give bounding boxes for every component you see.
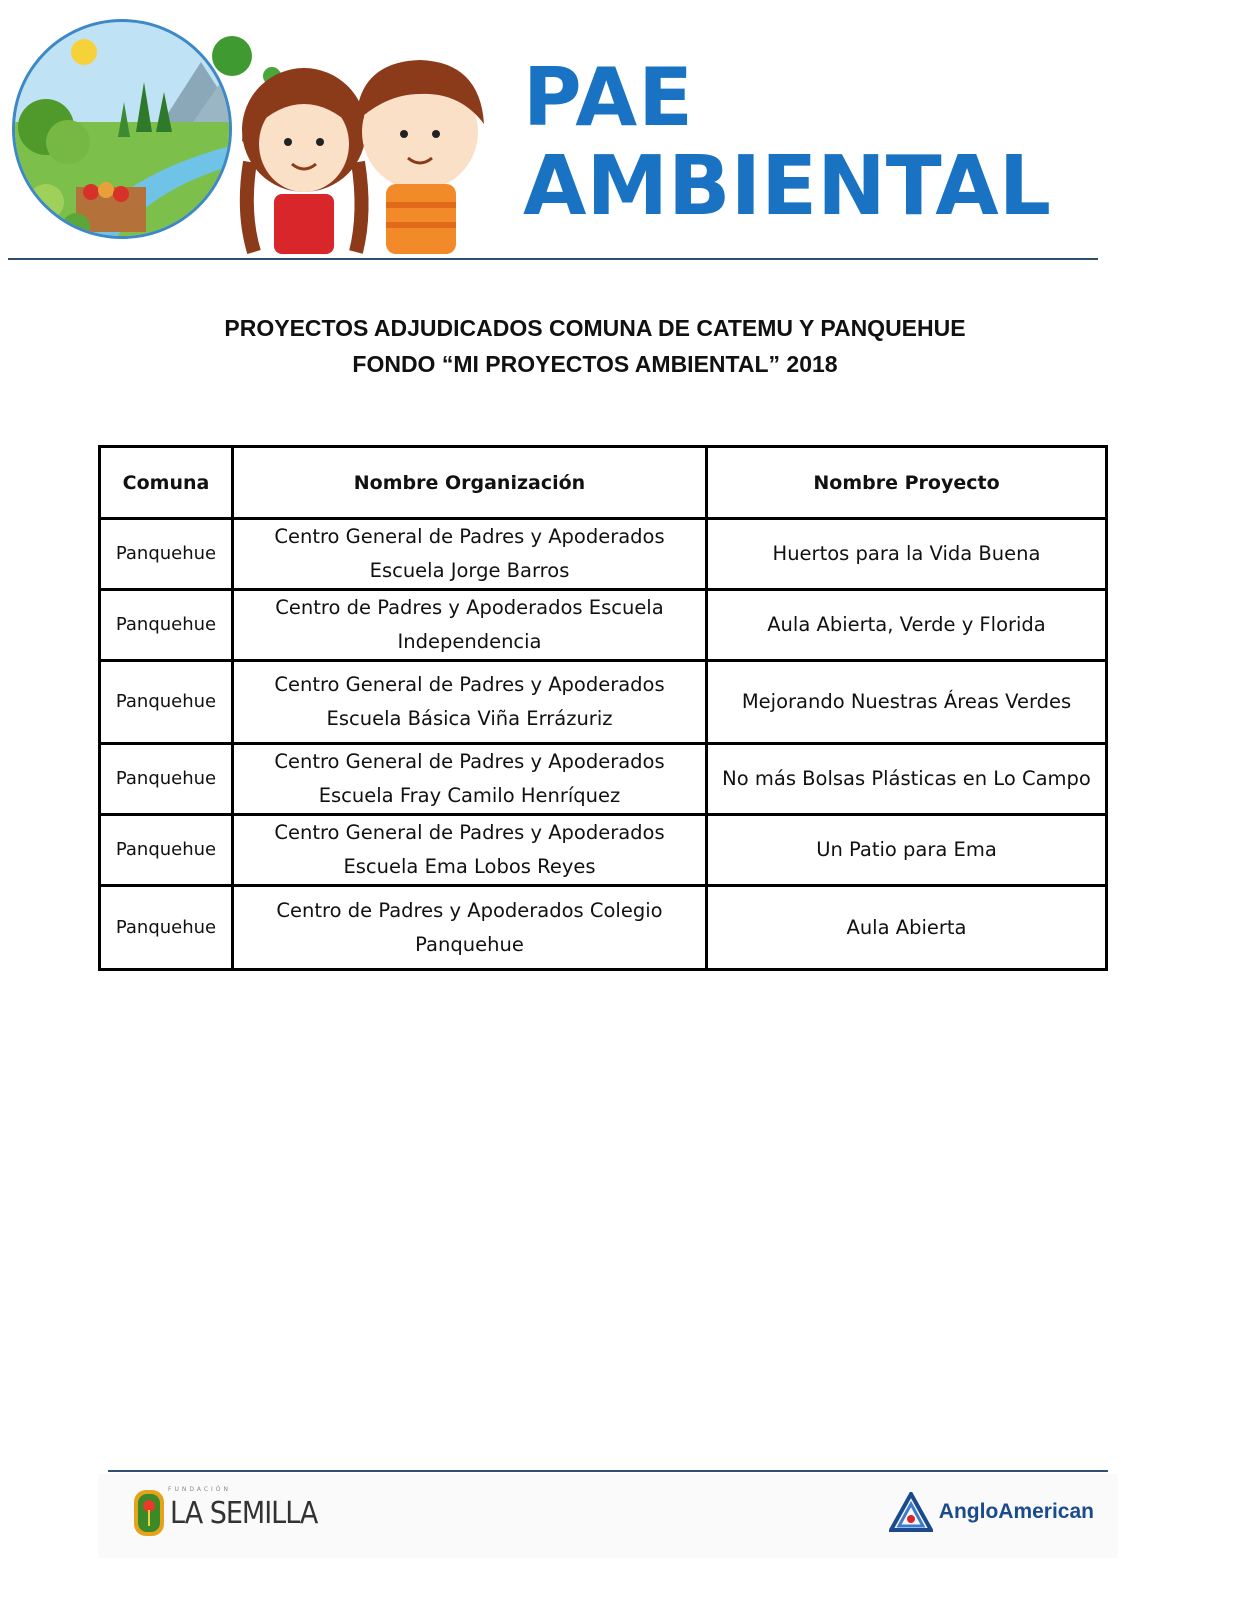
- table-header-row: [100, 447, 1107, 519]
- la-semilla-text: LA SEMILLA: [170, 1495, 318, 1531]
- org-line-1: Centro General de Padres y Apoderados: [274, 821, 665, 844]
- org-line-1: Centro General de Padres y Apoderados: [274, 750, 665, 773]
- seedling-icon: [132, 1488, 166, 1538]
- column-header-proyecto: Nombre Proyecto: [707, 447, 1107, 519]
- title-line-2: FONDO “MI PROYECTOS AMBIENTAL” 2018: [352, 351, 838, 377]
- table-row: [100, 744, 1107, 815]
- column-header-comuna: Comuna: [100, 447, 233, 519]
- la-semilla-logo: [132, 1488, 317, 1538]
- org-line-2: Escuela Fray Camilo Henríquez: [318, 784, 621, 807]
- cell-comuna: Panquehue: [100, 815, 233, 886]
- footer-divider: [108, 1470, 1108, 1472]
- table-row: [100, 886, 1107, 970]
- cell-proyecto: No más Bolsas Plásticas en Lo Campo: [707, 744, 1107, 815]
- header: [0, 0, 1236, 262]
- cell-organizacion: [233, 519, 707, 590]
- org-line-2: Escuela Jorge Barros: [369, 559, 570, 582]
- cell-proyecto: Aula Abierta: [707, 886, 1107, 970]
- table-row: [100, 519, 1107, 590]
- cell-organizacion: [233, 744, 707, 815]
- cell-proyecto: Aula Abierta, Verde y Florida: [707, 590, 1107, 661]
- cell-organizacion: [233, 590, 707, 661]
- org-line-2: Escuela Ema Lobos Reyes: [343, 855, 596, 878]
- org-line-1: Centro General de Padres y Apoderados: [274, 673, 665, 696]
- la-semilla-sub: FUNDACIÓN: [168, 1486, 232, 1493]
- column-header-organizacion: Nombre Organización: [233, 447, 707, 519]
- anglo-american-logo: [889, 1492, 1094, 1532]
- anglo-american-text: AngloAmerican: [938, 1500, 1094, 1523]
- brand-line-2: AMBIENTAL: [523, 139, 1051, 234]
- cell-comuna: Panquehue: [100, 590, 233, 661]
- pae-ambiental-logo: [523, 51, 1051, 234]
- header-illustration: [6, 12, 506, 262]
- cell-proyecto: Un Patio para Ema: [707, 815, 1107, 886]
- header-divider: [8, 258, 1098, 260]
- cell-organizacion: [233, 886, 707, 970]
- cell-comuna: Panquehue: [100, 886, 233, 970]
- cell-comuna: Panquehue: [100, 661, 233, 744]
- org-line-1: Centro de Padres y Apoderados Colegio: [276, 898, 663, 922]
- org-line-1: Centro General de Padres y Apoderados: [274, 525, 665, 548]
- footer: [98, 1474, 1118, 1558]
- cell-organizacion: [233, 661, 707, 744]
- table-row: [100, 661, 1107, 744]
- cell-proyecto: Mejorando Nuestras Áreas Verdes: [707, 661, 1107, 744]
- title-line-1: PROYECTOS ADJUDICADOS COMUNA DE CATEMU Y PANQUEHUE: [224, 315, 966, 341]
- cell-comuna: Panquehue: [100, 744, 233, 815]
- projects-table: [98, 445, 1108, 971]
- table-row: [100, 815, 1107, 886]
- org-line-1: Centro de Padres y Apoderados Escuela: [275, 596, 664, 619]
- org-line-2: Panquehue: [415, 932, 524, 956]
- cell-proyecto: Huertos para la Vida Buena: [707, 519, 1107, 590]
- anglo-american-icon: [889, 1492, 933, 1532]
- table-row: [100, 590, 1107, 661]
- cell-organizacion: [233, 815, 707, 886]
- org-line-2: Independencia: [397, 630, 542, 653]
- cell-comuna: Panquehue: [100, 519, 233, 590]
- brand-line-1: PAE: [523, 51, 694, 144]
- org-line-2: Escuela Básica Viña Errázuriz: [326, 707, 613, 730]
- document-title: [0, 310, 1190, 382]
